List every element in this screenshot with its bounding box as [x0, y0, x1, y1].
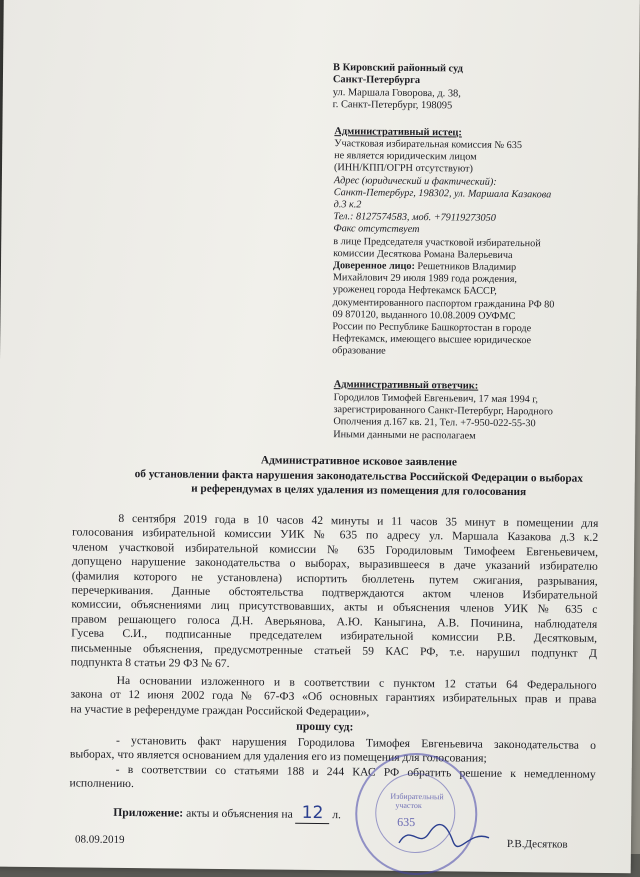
- court-name: В Кировский районный суд: [333, 62, 463, 75]
- stamp-text: Избирательный: [390, 791, 444, 802]
- defendant-line: Иными данными не располагаем: [333, 428, 476, 442]
- title-line: и референдумах в целях удаления из помещения для голосования: [191, 482, 527, 499]
- defendant-line: Городилов Тимофей Евгеньевич, 17 мая 1994 г,: [333, 392, 538, 406]
- stamp-text: участок: [395, 800, 422, 811]
- plaintiff-line: в лице Председателя участковой избирательной: [333, 235, 541, 249]
- paragraph-line: правом решающего голоса Д.Н. Аверьянова, А.Ю. Каныгина, А.В. Починина, наблюдателя: [71, 612, 598, 631]
- appendix-line: [113, 804, 341, 823]
- request-list: [69, 733, 596, 796]
- representative-name: Решетников Владимир: [414, 261, 517, 274]
- paragraph-basis: [70, 673, 596, 722]
- appendix-label: Приложение:: [113, 805, 184, 820]
- representative-line: документированного паспортом гражданина РФ 80: [332, 296, 555, 311]
- paragraph-line: на участие в референдуме граждан Российской Федерации»,: [70, 702, 370, 719]
- defendant-line: зарегистрированного Санкт-Петербург, Народного: [333, 404, 553, 418]
- plaintiff-line: не является юридическим лицом: [334, 150, 477, 163]
- appendix-text: акты и объяснения на: [183, 806, 296, 821]
- plaintiff-line: комиссии Десяткова Романа Валерьевича: [333, 247, 513, 261]
- paragraph-facts: [71, 511, 599, 675]
- title-line: Административное исковое заявление: [260, 454, 458, 469]
- representative-label: Доверенное лицо:: [332, 260, 415, 273]
- request-line: исполнению.: [69, 776, 134, 791]
- representative-line: 09 870120, выданного 10.08.2009 ОУФМС: [332, 308, 516, 322]
- court-block: [333, 62, 463, 113]
- paragraph-line: письменные объяснения, предусмотренные статьей 59 КАС РФ, т.е. нарушил подпункт Д: [70, 641, 598, 660]
- plaintiff-line: Адрес (юридический и фактический):: [333, 174, 497, 188]
- representative-line: Михайлович 29 июля 1989 года рождения,: [332, 272, 518, 286]
- paragraph-line: допущено нарушение законодательства о выборах, выразившееся в даче указаний избирателю: [71, 554, 598, 574]
- representative-line: Нефтекамск, имеющего высшее юридическое: [332, 333, 532, 347]
- plaintiff-line: Санкт-Петербург, 198302, ул. Маршала Казакова: [333, 186, 552, 201]
- request-line: выборах, что является основанием для удаления его из помещения для голосования;: [69, 747, 487, 766]
- title-line: об установлении факта нарушения законодательства Российской Федерации о выборах: [134, 467, 584, 485]
- plaintiff-block: [332, 138, 556, 360]
- paragraph-line: голосования избирательной комиссии УИК № 635 по адресу ул. Маршала Казакова д.3 к.2: [72, 525, 599, 545]
- paragraph-line: членом участковой избирательной комиссии № 635 Городиловым Тимофеем Евгеньевичем,: [71, 540, 599, 559]
- request-header: прошу суд:: [296, 719, 354, 734]
- plaintiff-line: Участковая избирательная комиссия № 635: [334, 138, 523, 152]
- signer-name: Р.В.Десятков: [506, 837, 568, 851]
- request-line: - в соответствии со статьями 188 и 244 КАС РФ обратить решение к немедленному: [115, 762, 596, 781]
- stamp-number: 635: [397, 814, 416, 830]
- paragraph-line: закона от 12 июня 2002 года № 67-ФЗ «Об основных гарантиях избирательных прав и права: [70, 687, 597, 707]
- paragraph-line: 8 сентября 2019 года в 10 часов 42 минуты и 11 часов 35 минут в помещении для: [118, 511, 599, 530]
- defendant-header: Административный ответчик:: [333, 379, 479, 392]
- paragraph-line: комиссии, объяснениями лиц присутствовавших, акты и объяснения членов УИК № 635 с: [71, 597, 598, 617]
- paragraph-line: Гусева С.И., подписанные председателем избирательной комиссии Р.В. Десятковым,: [71, 626, 598, 646]
- defendant-block: [333, 392, 553, 443]
- document-date: 08.09.2019: [74, 833, 125, 846]
- representative-line: образование: [332, 345, 386, 358]
- paragraph-line: перечеркивания. Данные обстоятельства подтверждаются актом членов Избирательной: [71, 583, 598, 602]
- paragraph-line: (фамилия которого не установлена) испортить бюллетень путем сжигания, разрывания,: [71, 569, 598, 588]
- court-postal: г. Санкт-Петербург, 198095: [332, 99, 453, 112]
- representative-line: уроженец города Нефтекамск БАССР,: [332, 284, 497, 298]
- appendix-suffix: л.: [329, 808, 342, 822]
- plaintiff-line: д.3 к.2: [333, 199, 362, 211]
- plaintiff-line: Факс отсутствует: [333, 223, 420, 236]
- court-street: ул. Маршала Говорова, д. 38,: [332, 86, 461, 100]
- request-line: - установить факт нарушения Городилова Тимофея Евгеньевича законодательства о: [115, 733, 597, 752]
- official-stamp: [355, 752, 478, 875]
- handwritten-signature: [395, 819, 495, 852]
- plaintiff-line: (ИНН/КПП/ОГРН отсутствуют): [333, 162, 473, 175]
- plaintiff-header: Административный истец:: [334, 126, 462, 139]
- paragraph-line: На основании изложенного и в соответствии с пунктом 12 статьи 64 Федерального: [116, 673, 597, 692]
- court-city: Санкт-Петербурга: [332, 74, 421, 87]
- representative-line: России по Республике Башкортостан в городе: [332, 321, 532, 335]
- document-title: [129, 452, 589, 500]
- defendant-line: Ополчения д.167 кв. 21, Тел. +7-950-022-55-30: [333, 416, 536, 430]
- appendix-count: 12: [296, 803, 330, 824]
- plaintiff-line: Тел.: 8127574583, моб. +79119273050: [333, 211, 496, 225]
- paragraph-line: подпункта 8 статьи 29 ФЗ № 67.: [70, 655, 230, 671]
